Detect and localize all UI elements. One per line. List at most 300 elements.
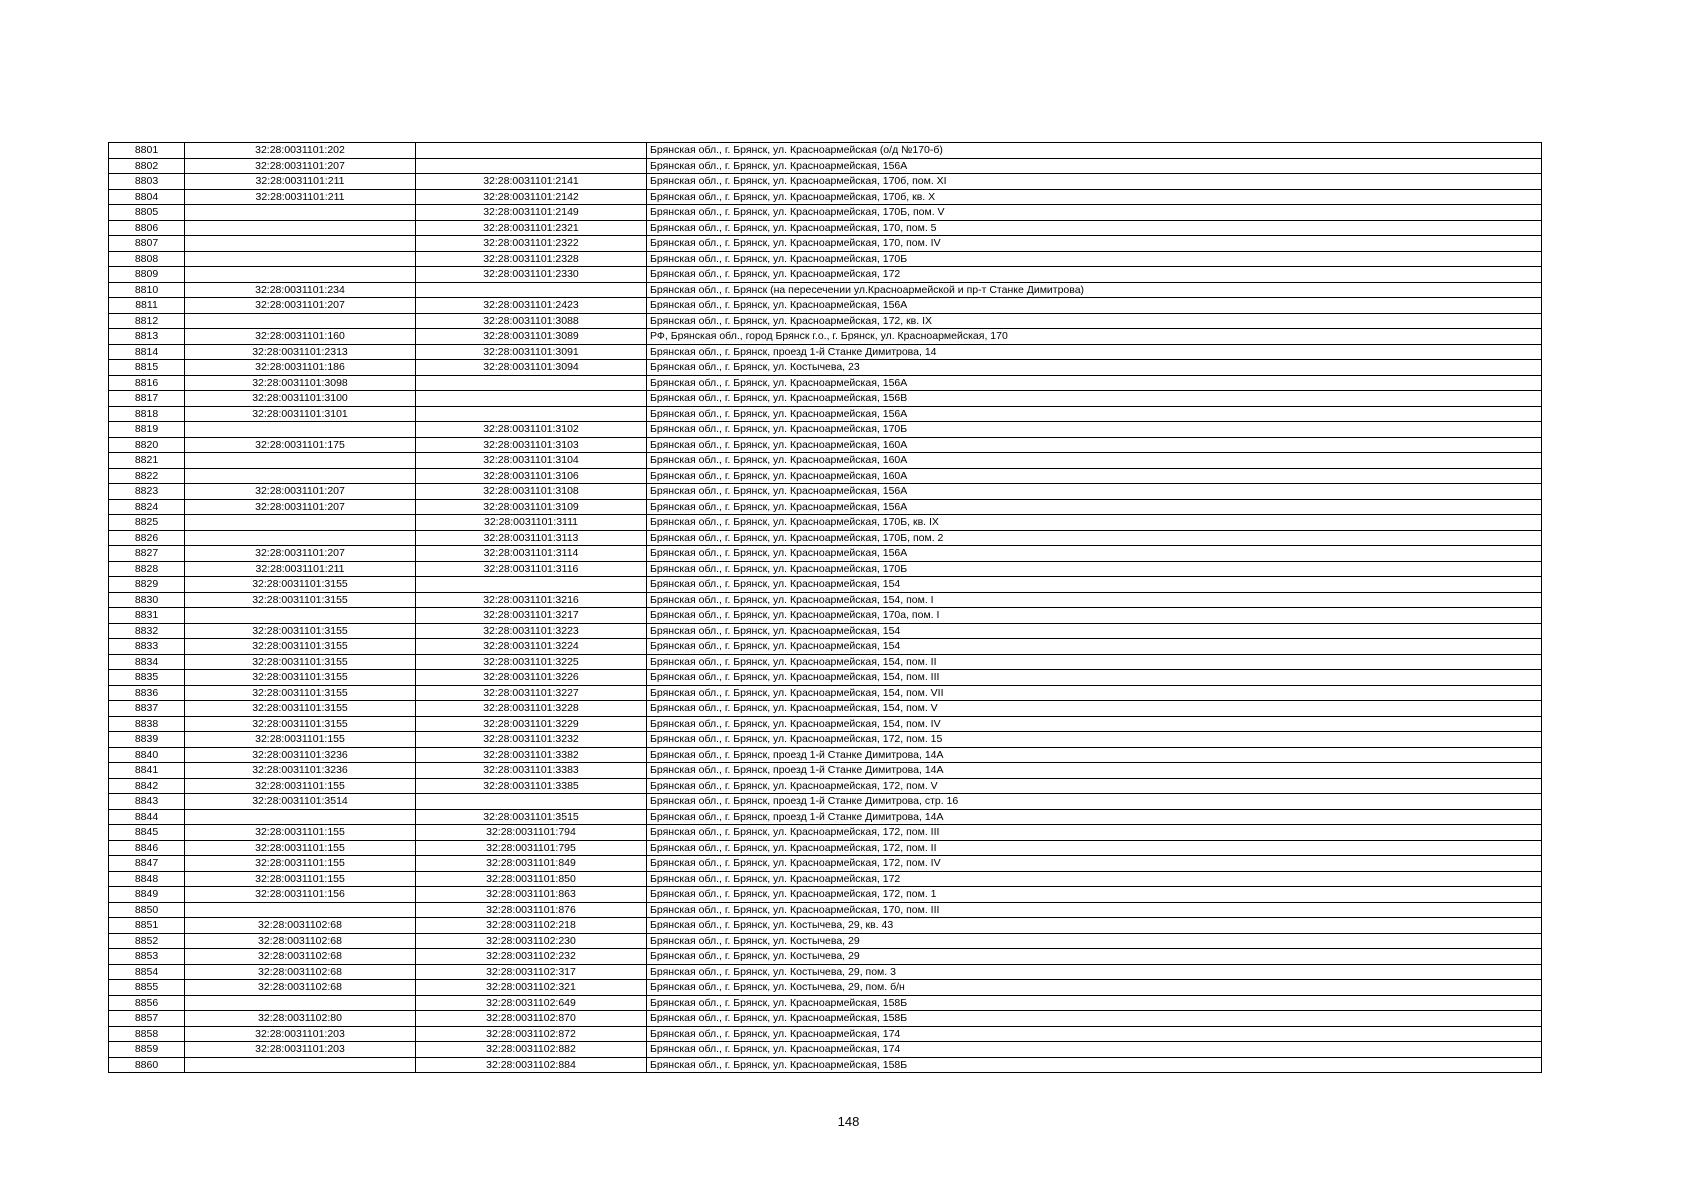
row-number-cell: 8810 [109, 282, 185, 298]
row-number-cell: 8816 [109, 375, 185, 391]
table-row [109, 670, 1542, 686]
parcel-number-cell: 32:28:0031101:3155 [185, 577, 416, 593]
object-number-cell: 32:28:0031101:863 [416, 887, 647, 903]
row-number-cell: 8844 [109, 809, 185, 825]
table-row [109, 391, 1542, 407]
table-row [109, 1057, 1542, 1073]
object-number-cell: 32:28:0031101:3088 [416, 313, 647, 329]
parcel-number-cell: 32:28:0031102:68 [185, 918, 416, 934]
parcel-number-cell [185, 902, 416, 918]
table-row [109, 685, 1542, 701]
table-row [109, 174, 1542, 190]
row-number-cell: 8825 [109, 515, 185, 531]
address-cell: Брянская обл., г. Брянск, ул. Красноармейская (о/д №170-б) [647, 143, 1542, 159]
row-number-cell: 8809 [109, 267, 185, 283]
table-row [109, 236, 1542, 252]
parcel-number-cell: 32:28:0031101:207 [185, 499, 416, 515]
address-cell: РФ, Брянская обл., город Брянск г.о., г. Брянск, ул. Красноармейская, 170 [647, 329, 1542, 345]
address-cell: Брянская обл., г. Брянск, проезд 1-й Станке Димитрова, 14А [647, 747, 1542, 763]
object-number-cell: 32:28:0031101:2328 [416, 251, 647, 267]
address-cell: Брянская обл., г. Брянск, ул. Красноармейская, 154, пом. II [647, 654, 1542, 670]
address-cell: Брянская обл., г. Брянск, ул. Красноармейская, 154 [647, 577, 1542, 593]
address-cell: Брянская обл., г. Брянск, проезд 1-й Станке Димитрова, 14А [647, 809, 1542, 825]
parcel-number-cell: 32:28:0031101:234 [185, 282, 416, 298]
object-number-cell: 32:28:0031101:3104 [416, 453, 647, 469]
table-row [109, 344, 1542, 360]
address-cell: Брянская обл., г. Брянск, ул. Красноармейская, 156А [647, 546, 1542, 562]
row-number-cell: 8843 [109, 794, 185, 810]
table-row [109, 220, 1542, 236]
table-row [109, 825, 1542, 841]
row-number-cell: 8811 [109, 298, 185, 314]
address-cell: Брянская обл., г. Брянск, ул. Красноармейская, 170, пом. 5 [647, 220, 1542, 236]
address-cell: Брянская обл., г. Брянск, ул. Красноармейская, 154, пом. IV [647, 716, 1542, 732]
object-number-cell: 32:28:0031101:876 [416, 902, 647, 918]
parcel-number-cell: 32:28:0031102:80 [185, 1011, 416, 1027]
row-number-cell: 8841 [109, 763, 185, 779]
object-number-cell: 32:28:0031101:3227 [416, 685, 647, 701]
row-number-cell: 8822 [109, 468, 185, 484]
object-number-cell: 32:28:0031101:3226 [416, 670, 647, 686]
address-cell: Брянская обл., г. Брянск, ул. Красноармейская, 156А [647, 484, 1542, 500]
parcel-number-cell: 32:28:0031101:202 [185, 143, 416, 159]
address-cell: Брянская обл., г. Брянск, ул. Красноармейская, 160А [647, 468, 1542, 484]
parcel-number-cell: 32:28:0031101:3155 [185, 623, 416, 639]
address-cell: Брянская обл., г. Брянск (на пересечении ул.Красноармейской и пр-т Станке Димитрова) [647, 282, 1542, 298]
parcel-number-cell: 32:28:0031101:3155 [185, 670, 416, 686]
row-number-cell: 8851 [109, 918, 185, 934]
address-cell: Брянская обл., г. Брянск, ул. Красноармейская, 170Б, пом. V [647, 205, 1542, 221]
row-number-cell: 8854 [109, 964, 185, 980]
address-cell: Брянская обл., г. Брянск, проезд 1-й Станке Димитрова, 14 [647, 344, 1542, 360]
parcel-number-cell: 32:28:0031102:68 [185, 933, 416, 949]
table-row [109, 747, 1542, 763]
row-number-cell: 8856 [109, 995, 185, 1011]
parcel-number-cell: 32:28:0031101:203 [185, 1042, 416, 1058]
row-number-cell: 8801 [109, 143, 185, 159]
parcel-number-cell [185, 205, 416, 221]
address-cell: Брянская обл., г. Брянск, ул. Красноармейская, 170Б [647, 561, 1542, 577]
row-number-cell: 8858 [109, 1026, 185, 1042]
parcel-number-cell: 32:28:0031101:207 [185, 158, 416, 174]
parcel-number-cell: 32:28:0031101:3155 [185, 701, 416, 717]
address-cell: Брянская обл., г. Брянск, ул. Красноармейская, 170, пом. IV [647, 236, 1542, 252]
row-number-cell: 8815 [109, 360, 185, 376]
table-row [109, 918, 1542, 934]
object-number-cell: 32:28:0031101:2330 [416, 267, 647, 283]
object-number-cell: 32:28:0031101:3232 [416, 732, 647, 748]
object-number-cell [416, 794, 647, 810]
object-number-cell: 32:28:0031101:2321 [416, 220, 647, 236]
table-row [109, 809, 1542, 825]
parcel-number-cell: 32:28:0031101:3098 [185, 375, 416, 391]
row-number-cell: 8821 [109, 453, 185, 469]
table-row [109, 980, 1542, 996]
parcel-number-cell [185, 422, 416, 438]
object-number-cell: 32:28:0031101:3094 [416, 360, 647, 376]
object-number-cell: 32:28:0031101:3224 [416, 639, 647, 655]
row-number-cell: 8812 [109, 313, 185, 329]
table-row [109, 592, 1542, 608]
object-number-cell: 32:28:0031101:3223 [416, 623, 647, 639]
table-row [109, 313, 1542, 329]
table-row [109, 1042, 1542, 1058]
address-cell: Брянская обл., г. Брянск, проезд 1-й Станке Димитрова, 14А [647, 763, 1542, 779]
table-row [109, 437, 1542, 453]
row-number-cell: 8806 [109, 220, 185, 236]
parcel-number-cell [185, 1057, 416, 1073]
object-number-cell: 32:28:0031101:794 [416, 825, 647, 841]
address-cell: Брянская обл., г. Брянск, ул. Красноармейская, 170Б, кв. IX [647, 515, 1542, 531]
object-number-cell: 32:28:0031101:3385 [416, 778, 647, 794]
row-number-cell: 8840 [109, 747, 185, 763]
object-number-cell: 32:28:0031101:3229 [416, 716, 647, 732]
row-number-cell: 8850 [109, 902, 185, 918]
table-row [109, 453, 1542, 469]
address-cell: Брянская обл., г. Брянск, ул. Красноармейская, 154, пом. VII [647, 685, 1542, 701]
parcel-number-cell: 32:28:0031101:155 [185, 732, 416, 748]
object-number-cell: 32:28:0031101:3217 [416, 608, 647, 624]
table-row [109, 1011, 1542, 1027]
table-row [109, 732, 1542, 748]
row-number-cell: 8827 [109, 546, 185, 562]
address-cell: Брянская обл., г. Брянск, ул. Красноармейская, 156В [647, 391, 1542, 407]
address-cell: Брянская обл., г. Брянск, ул. Красноармейская, 158Б [647, 995, 1542, 1011]
parcel-number-cell: 32:28:0031101:207 [185, 546, 416, 562]
row-number-cell: 8860 [109, 1057, 185, 1073]
parcel-number-cell [185, 267, 416, 283]
object-number-cell [416, 375, 647, 391]
table-row [109, 360, 1542, 376]
object-number-cell: 32:28:0031101:3102 [416, 422, 647, 438]
row-number-cell: 8849 [109, 887, 185, 903]
object-number-cell: 32:28:0031102:882 [416, 1042, 647, 1058]
table-row [109, 406, 1542, 422]
address-cell: Брянская обл., г. Брянск, ул. Красноармейская, 170Б [647, 251, 1542, 267]
table-row [109, 251, 1542, 267]
address-cell: Брянская обл., г. Брянск, ул. Красноармейская, 170Б [647, 422, 1542, 438]
address-cell: Брянская обл., г. Брянск, ул. Красноармейская, 154 [647, 623, 1542, 639]
parcel-number-cell: 32:28:0031101:203 [185, 1026, 416, 1042]
document-page [108, 142, 1542, 1073]
table-row [109, 871, 1542, 887]
object-number-cell: 32:28:0031101:3216 [416, 592, 647, 608]
address-cell: Брянская обл., г. Брянск, ул. Красноармейская, 172, пом. V [647, 778, 1542, 794]
parcel-number-cell [185, 313, 416, 329]
row-number-cell: 8837 [109, 701, 185, 717]
address-cell: Брянская обл., г. Брянск, ул. Костычева, 29, кв. 43 [647, 918, 1542, 934]
object-number-cell: 32:28:0031101:3103 [416, 437, 647, 453]
table-row [109, 964, 1542, 980]
row-number-cell: 8826 [109, 530, 185, 546]
parcel-number-cell [185, 453, 416, 469]
address-cell: Брянская обл., г. Брянск, ул. Красноармейская, 172, пом. II [647, 840, 1542, 856]
table-row [109, 639, 1542, 655]
table-row [109, 949, 1542, 965]
row-number-cell: 8842 [109, 778, 185, 794]
row-number-cell: 8852 [109, 933, 185, 949]
object-number-cell [416, 158, 647, 174]
row-number-cell: 8804 [109, 189, 185, 205]
object-number-cell: 32:28:0031102:870 [416, 1011, 647, 1027]
address-cell: Брянская обл., г. Брянск, ул. Красноармейская, 156А [647, 375, 1542, 391]
parcel-number-cell: 32:28:0031101:160 [185, 329, 416, 345]
row-number-cell: 8859 [109, 1042, 185, 1058]
parcel-number-cell [185, 515, 416, 531]
table-row [109, 701, 1542, 717]
parcel-number-cell: 32:28:0031101:3155 [185, 592, 416, 608]
address-cell: Брянская обл., г. Брянск, ул. Красноармейская, 154, пом. I [647, 592, 1542, 608]
object-number-cell: 32:28:0031101:3113 [416, 530, 647, 546]
row-number-cell: 8808 [109, 251, 185, 267]
object-number-cell: 32:28:0031101:3111 [416, 515, 647, 531]
parcel-number-cell: 32:28:0031101:155 [185, 825, 416, 841]
object-number-cell: 32:28:0031101:3515 [416, 809, 647, 825]
parcel-number-cell: 32:28:0031101:156 [185, 887, 416, 903]
parcel-number-cell: 32:28:0031101:207 [185, 484, 416, 500]
parcel-number-cell: 32:28:0031101:175 [185, 437, 416, 453]
table-row [109, 468, 1542, 484]
parcel-number-cell [185, 809, 416, 825]
parcel-number-cell [185, 236, 416, 252]
table-row [109, 143, 1542, 159]
object-number-cell: 32:28:0031101:3225 [416, 654, 647, 670]
row-number-cell: 8846 [109, 840, 185, 856]
object-number-cell: 32:28:0031101:3091 [416, 344, 647, 360]
object-number-cell: 32:28:0031101:3109 [416, 499, 647, 515]
parcel-number-cell: 32:28:0031101:186 [185, 360, 416, 376]
table-row [109, 189, 1542, 205]
row-number-cell: 8834 [109, 654, 185, 670]
parcel-number-cell: 32:28:0031101:3236 [185, 763, 416, 779]
parcel-number-cell: 32:28:0031101:207 [185, 298, 416, 314]
object-number-cell: 32:28:0031101:3108 [416, 484, 647, 500]
row-number-cell: 8814 [109, 344, 185, 360]
table-row [109, 794, 1542, 810]
address-cell: Брянская обл., г. Брянск, ул. Красноармейская, 172 [647, 871, 1542, 887]
address-cell: Брянская обл., г. Брянск, ул. Красноармейская, 172, пом. IV [647, 856, 1542, 872]
object-number-cell: 32:28:0031101:3089 [416, 329, 647, 345]
parcel-number-cell: 32:28:0031101:2313 [185, 344, 416, 360]
table-row [109, 267, 1542, 283]
parcel-number-cell: 32:28:0031101:155 [185, 871, 416, 887]
object-number-cell: 32:28:0031101:3116 [416, 561, 647, 577]
row-number-cell: 8845 [109, 825, 185, 841]
object-number-cell: 32:28:0031101:3383 [416, 763, 647, 779]
address-cell: Брянская обл., г. Брянск, проезд 1-й Станке Димитрова, стр. 16 [647, 794, 1542, 810]
table-body [109, 143, 1542, 1073]
object-number-cell: 32:28:0031102:321 [416, 980, 647, 996]
address-cell: Брянская обл., г. Брянск, ул. Костычева, 29, пом. б/н [647, 980, 1542, 996]
table-row [109, 1026, 1542, 1042]
parcel-number-cell: 32:28:0031102:68 [185, 949, 416, 965]
row-number-cell: 8813 [109, 329, 185, 345]
table-row [109, 499, 1542, 515]
object-number-cell: 32:28:0031102:884 [416, 1057, 647, 1073]
address-cell: Брянская обл., г. Брянск, ул. Красноармейская, 170Б, пом. 2 [647, 530, 1542, 546]
object-number-cell: 32:28:0031101:2149 [416, 205, 647, 221]
row-number-cell: 8855 [109, 980, 185, 996]
parcel-number-cell: 32:28:0031101:3514 [185, 794, 416, 810]
row-number-cell: 8836 [109, 685, 185, 701]
object-number-cell: 32:28:0031101:3382 [416, 747, 647, 763]
object-number-cell: 32:28:0031101:3228 [416, 701, 647, 717]
object-number-cell: 32:28:0031101:2322 [416, 236, 647, 252]
table-row [109, 205, 1542, 221]
table-row [109, 515, 1542, 531]
object-number-cell: 32:28:0031101:850 [416, 871, 647, 887]
address-cell: Брянская обл., г. Брянск, ул. Красноармейская, 156А [647, 158, 1542, 174]
parcel-number-cell: 32:28:0031101:155 [185, 840, 416, 856]
address-cell: Брянская обл., г. Брянск, ул. Красноармейская, 156А [647, 499, 1542, 515]
table-row [109, 716, 1542, 732]
table-row [109, 422, 1542, 438]
object-number-cell: 32:28:0031101:2142 [416, 189, 647, 205]
table-row [109, 484, 1542, 500]
row-number-cell: 8807 [109, 236, 185, 252]
object-number-cell: 32:28:0031101:3114 [416, 546, 647, 562]
address-cell: Брянская обл., г. Брянск, ул. Красноармейская, 172, пом. III [647, 825, 1542, 841]
table-row [109, 856, 1542, 872]
table-row [109, 329, 1542, 345]
parcel-number-cell: 32:28:0031101:155 [185, 778, 416, 794]
parcel-number-cell: 32:28:0031101:3236 [185, 747, 416, 763]
row-number-cell: 8853 [109, 949, 185, 965]
row-number-cell: 8848 [109, 871, 185, 887]
row-number-cell: 8829 [109, 577, 185, 593]
address-cell: Брянская обл., г. Брянск, ул. Красноармейская, 154, пом. V [647, 701, 1542, 717]
address-cell: Брянская обл., г. Брянск, ул. Костычева, 29 [647, 933, 1542, 949]
address-cell: Брянская обл., г. Брянск, ул. Красноармейская, 160А [647, 437, 1542, 453]
parcel-number-cell: 32:28:0031101:3100 [185, 391, 416, 407]
parcel-number-cell: 32:28:0031101:211 [185, 189, 416, 205]
table-row [109, 933, 1542, 949]
address-cell: Брянская обл., г. Брянск, ул. Красноармейская, 154, пом. III [647, 670, 1542, 686]
object-number-cell: 32:28:0031102:872 [416, 1026, 647, 1042]
table-row [109, 840, 1542, 856]
address-cell: Брянская обл., г. Брянск, ул. Красноармейская, 170, пом. III [647, 902, 1542, 918]
parcel-number-cell [185, 220, 416, 236]
object-number-cell: 32:28:0031101:3106 [416, 468, 647, 484]
parcel-number-cell [185, 608, 416, 624]
address-cell: Брянская обл., г. Брянск, ул. Красноармейская, 156А [647, 406, 1542, 422]
row-number-cell: 8820 [109, 437, 185, 453]
parcel-number-cell [185, 468, 416, 484]
address-cell: Брянская обл., г. Брянск, ул. Костычева, 23 [647, 360, 1542, 376]
object-number-cell: 32:28:0031101:795 [416, 840, 647, 856]
table-row [109, 375, 1542, 391]
object-number-cell [416, 391, 647, 407]
parcel-number-cell: 32:28:0031101:3155 [185, 716, 416, 732]
object-number-cell: 32:28:0031101:849 [416, 856, 647, 872]
row-number-cell: 8839 [109, 732, 185, 748]
address-cell: Брянская обл., г. Брянск, ул. Красноармейская, 170б, пом. XI [647, 174, 1542, 190]
object-number-cell [416, 577, 647, 593]
table-row [109, 887, 1542, 903]
object-number-cell [416, 282, 647, 298]
object-number-cell: 32:28:0031101:2423 [416, 298, 647, 314]
table-row [109, 561, 1542, 577]
object-number-cell: 32:28:0031102:317 [416, 964, 647, 980]
parcel-number-cell: 32:28:0031101:211 [185, 561, 416, 577]
address-cell: Брянская обл., г. Брянск, ул. Красноармейская, 170б, кв. X [647, 189, 1542, 205]
table-row [109, 778, 1542, 794]
row-number-cell: 8805 [109, 205, 185, 221]
row-number-cell: 8819 [109, 422, 185, 438]
table-row [109, 623, 1542, 639]
object-number-cell [416, 406, 647, 422]
object-number-cell: 32:28:0031101:2141 [416, 174, 647, 190]
row-number-cell: 8802 [109, 158, 185, 174]
object-number-cell: 32:28:0031102:649 [416, 995, 647, 1011]
parcel-number-cell: 32:28:0031101:3155 [185, 639, 416, 655]
row-number-cell: 8833 [109, 639, 185, 655]
address-cell: Брянская обл., г. Брянск, ул. Красноармейская, 158Б [647, 1011, 1542, 1027]
address-cell: Брянская обл., г. Брянск, ул. Красноармейская, 172, пом. 1 [647, 887, 1542, 903]
table-row [109, 995, 1542, 1011]
table-row [109, 577, 1542, 593]
object-number-cell: 32:28:0031102:218 [416, 918, 647, 934]
row-number-cell: 8803 [109, 174, 185, 190]
address-cell: Брянская обл., г. Брянск, ул. Костычева, 29, пом. 3 [647, 964, 1542, 980]
row-number-cell: 8835 [109, 670, 185, 686]
address-cell: Брянская обл., г. Брянск, ул. Красноармейская, 172, кв. IX [647, 313, 1542, 329]
address-cell: Брянская обл., г. Брянск, ул. Красноармейская, 156А [647, 298, 1542, 314]
row-number-cell: 8824 [109, 499, 185, 515]
address-cell: Брянская обл., г. Брянск, ул. Красноармейская, 160А [647, 453, 1542, 469]
parcel-number-cell: 32:28:0031101:3101 [185, 406, 416, 422]
table-row [109, 298, 1542, 314]
address-cell: Брянская обл., г. Брянск, ул. Красноармейская, 154 [647, 639, 1542, 655]
row-number-cell: 8831 [109, 608, 185, 624]
row-number-cell: 8817 [109, 391, 185, 407]
address-cell: Брянская обл., г. Брянск, ул. Красноармейская, 172 [647, 267, 1542, 283]
parcel-number-cell: 32:28:0031101:3155 [185, 685, 416, 701]
page-number: 148 [837, 1114, 860, 1129]
row-number-cell: 8828 [109, 561, 185, 577]
row-number-cell: 8857 [109, 1011, 185, 1027]
address-cell: Брянская обл., г. Брянск, ул. Красноармейская, 158Б [647, 1057, 1542, 1073]
object-number-cell [416, 143, 647, 159]
parcel-number-cell: 32:28:0031102:68 [185, 964, 416, 980]
table-row [109, 654, 1542, 670]
table-row [109, 158, 1542, 174]
parcel-number-cell [185, 530, 416, 546]
parcel-number-cell: 32:28:0031101:3155 [185, 654, 416, 670]
table-row [109, 763, 1542, 779]
parcel-number-cell: 32:28:0031101:211 [185, 174, 416, 190]
table-row [109, 530, 1542, 546]
table-row [109, 902, 1542, 918]
table-row [109, 546, 1542, 562]
row-number-cell: 8818 [109, 406, 185, 422]
row-number-cell: 8823 [109, 484, 185, 500]
row-number-cell: 8830 [109, 592, 185, 608]
address-cell: Брянская обл., г. Брянск, ул. Костычева, 29 [647, 949, 1542, 965]
row-number-cell: 8838 [109, 716, 185, 732]
object-number-cell: 32:28:0031102:232 [416, 949, 647, 965]
address-cell: Брянская обл., г. Брянск, ул. Красноармейская, 172, пом. 15 [647, 732, 1542, 748]
parcel-number-cell [185, 995, 416, 1011]
table-row [109, 282, 1542, 298]
parcel-number-cell: 32:28:0031101:155 [185, 856, 416, 872]
parcel-number-cell [185, 251, 416, 267]
address-cell: Брянская обл., г. Брянск, ул. Красноармейская, 174 [647, 1042, 1542, 1058]
cadastral-table [108, 142, 1542, 1073]
table-row [109, 608, 1542, 624]
parcel-number-cell: 32:28:0031102:68 [185, 980, 416, 996]
row-number-cell: 8847 [109, 856, 185, 872]
